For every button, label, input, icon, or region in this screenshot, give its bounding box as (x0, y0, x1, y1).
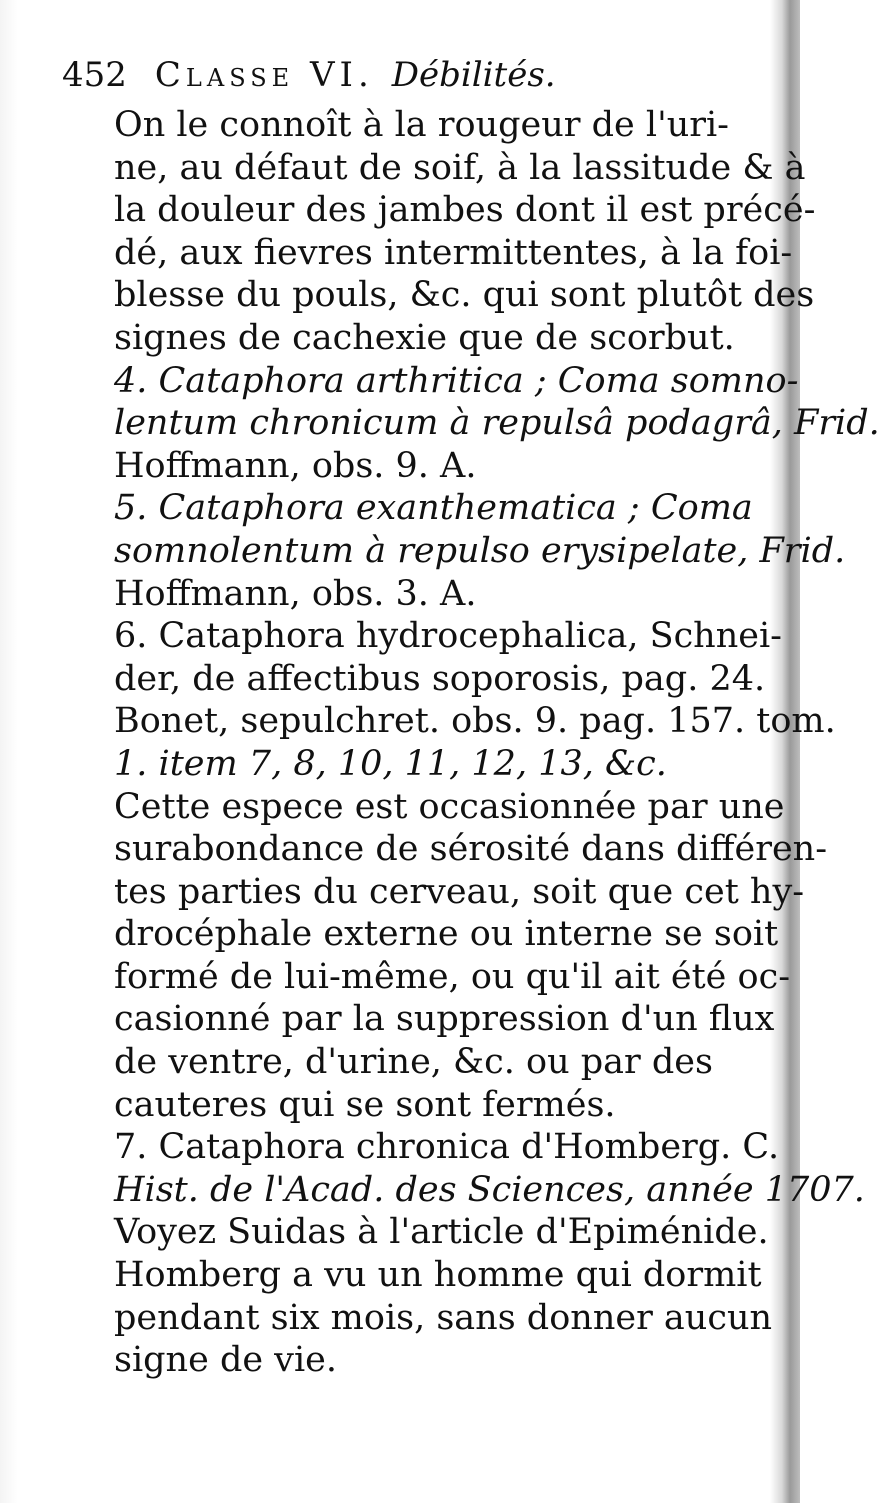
text-line: lentum chronicum à repulsâ podagrâ, Frid. (114, 403, 880, 444)
text-line: Cette espece est occasionnée par une (114, 786, 785, 827)
text-line: blesse du pouls, &c. qui sont plutôt des (114, 275, 815, 316)
text-line: Homberg a vu un homme qui dormit (114, 1255, 762, 1296)
text-line: casionné par la suppression d'un flux (114, 999, 775, 1040)
text-line: signe de vie. (114, 1340, 337, 1381)
paragraph-species-4 (62, 360, 880, 488)
text-line: Hoffmann, obs. 3. A. (114, 573, 477, 614)
text-line: dé, aux fievres intermittentes, à la foi- (114, 232, 793, 273)
text-line: 7. Cataphora chronica d'Homberg. C. (114, 1127, 780, 1168)
paragraph-cause (62, 786, 828, 1127)
text-line: der, de affectibus soporosis, pag. 24. (114, 658, 766, 699)
text-line: Hoffmann, obs. 9. A. (114, 445, 477, 486)
text-line: somnolentum à repulso erysipelate, Frid. (114, 530, 846, 571)
text-line: 4. Cataphora arthritica ; Coma somno- (114, 360, 799, 401)
text-line: pendant six mois, sans donner aucun (114, 1297, 773, 1338)
paragraph-species-5 (62, 487, 846, 615)
paragraph-species-7 (62, 1126, 865, 1382)
page-text (62, 50, 880, 1382)
running-head (62, 50, 752, 100)
text-line: de ventre, d'urine, &c. ou par des (114, 1042, 713, 1083)
text-line: la douleur des jambes dont il est précé- (114, 190, 816, 231)
text-line: 6. Cataphora hydrocephalica, Schnei- (114, 616, 782, 657)
text-line: 5. Cataphora exanthematica ; Coma (114, 488, 753, 529)
text-line: cauteres qui se sont fermés. (114, 1084, 616, 1125)
text-line: ne, au défaut de soif, à la lassitude & à (114, 147, 806, 188)
paragraph-species-6 (62, 615, 836, 785)
text-line: signes de cachexie que de scorbut. (114, 317, 735, 358)
class-label: Classe VI. (154, 55, 374, 95)
text-line: Hist. de l'Acad. des Sciences, année 1707. (114, 1169, 865, 1210)
text-line: surabondance de sérosité dans différen- (114, 829, 828, 870)
text-line: Bonet, sepulchret. obs. 9. pag. 157. tom. (114, 701, 836, 742)
paragraph-diagnosis (62, 104, 816, 360)
text-line: tes parties du cerveau, soit que cet hy- (114, 871, 805, 912)
text-line: On le connoît à la rougeur de l'uri- (114, 105, 729, 145)
text-line: drocéphale externe ou interne se soit (114, 914, 779, 955)
text-line: Voyez Suidas à l'article d'Epiménide. (114, 1212, 769, 1253)
section-title: Débilités. (391, 55, 556, 95)
text-line: 1. item 7, 8, 10, 11, 12, 13, &c. (114, 743, 667, 784)
text-line: formé de lui-même, ou qu'il ait été oc- (114, 956, 791, 997)
page-number: 452 (62, 55, 127, 95)
